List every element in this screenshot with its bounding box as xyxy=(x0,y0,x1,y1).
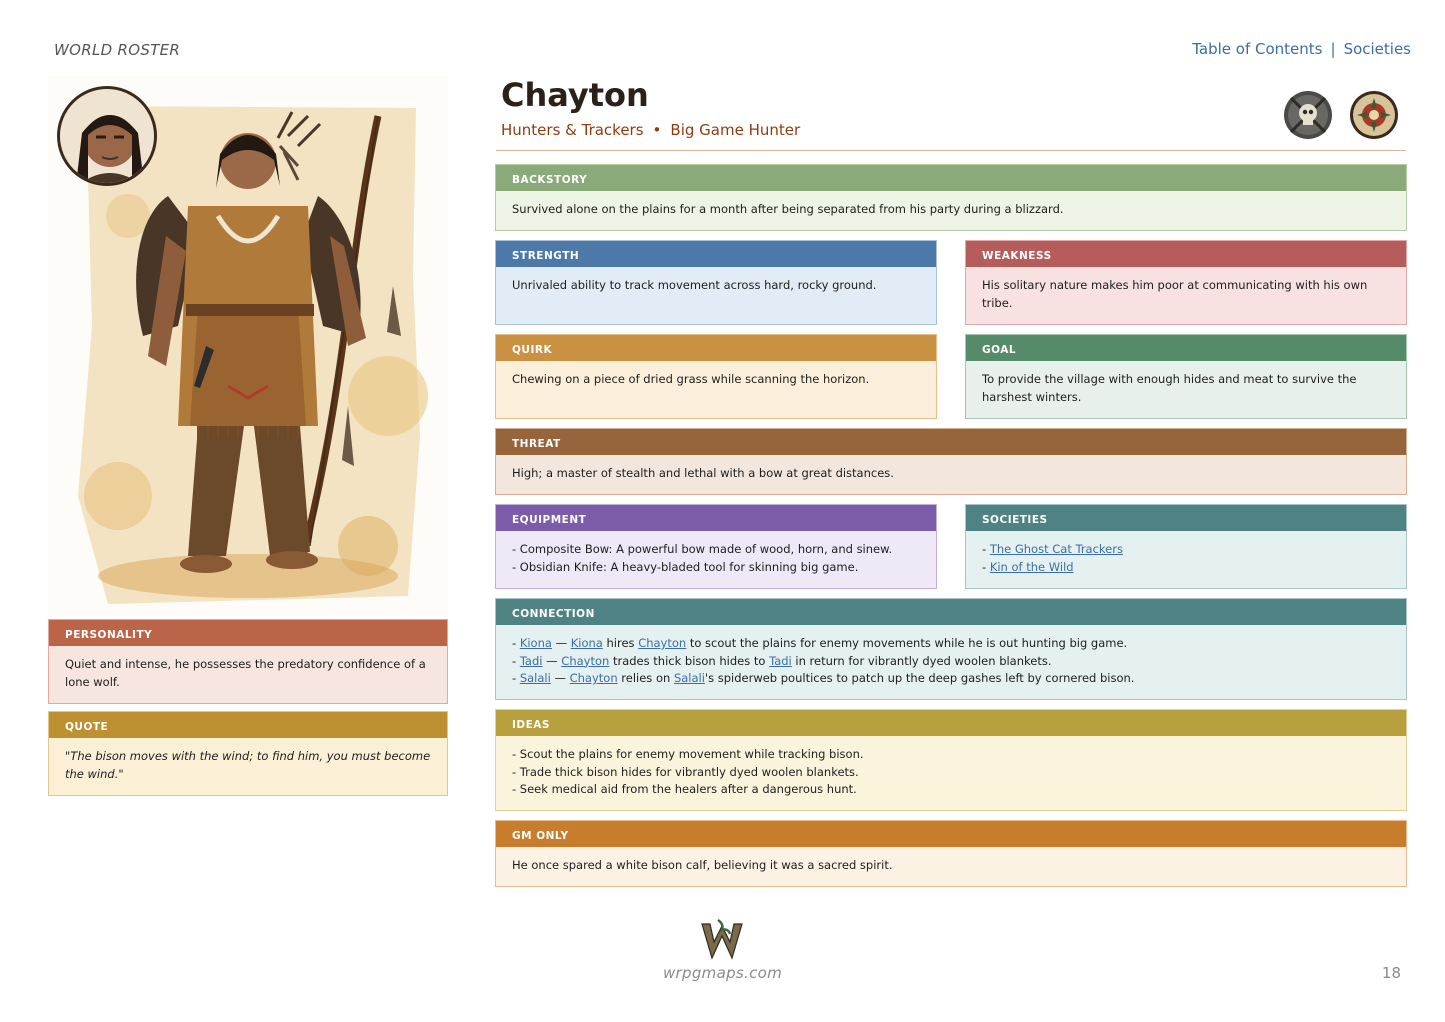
weakness-heading: WEAKNESS xyxy=(966,241,1406,267)
connection-row: - Tadi — Chayton trades thick bison hides to Tadi in return for vibrantly dyed woolen blankets. xyxy=(512,653,1052,668)
role-label: Big Game Hunter xyxy=(670,121,801,139)
society-list-item: - Kin of the Wild xyxy=(982,559,1074,574)
gm-only-heading: GM ONLY xyxy=(496,821,1406,847)
quirk-text: Chewing on a piece of dried grass while scanning the horizon. xyxy=(512,372,870,386)
weakness-card xyxy=(965,240,1407,325)
backstory-card xyxy=(495,164,1407,231)
backstory-text: Survived alone on the plains for a month after being separated from his party during a blizzard. xyxy=(512,202,1064,216)
society-list-item: - The Ghost Cat Trackers xyxy=(982,542,1123,556)
header-divider xyxy=(496,150,1406,151)
equipment-item: - Composite Bow: A powerful bow made of wood, horn, and sinew. xyxy=(512,542,893,556)
strength-text: Unrivaled ability to track movement across hard, rocky ground. xyxy=(512,278,877,292)
connection-link-tadi[interactable]: Tadi xyxy=(519,653,543,668)
tribal-crest-emblem-icon xyxy=(1349,90,1399,140)
character-subtitle xyxy=(501,121,800,139)
goal-card xyxy=(965,334,1407,419)
personality-text: Quiet and intense, he possesses the predatory confidence of a lone wolf. xyxy=(65,657,426,689)
nav-separator: | xyxy=(1330,40,1336,58)
strength-card xyxy=(495,240,937,325)
connection-card xyxy=(495,598,1407,700)
connection-heading: CONNECTION xyxy=(496,599,1406,625)
societies-card xyxy=(965,504,1407,589)
subtitle-bullet: • xyxy=(652,121,662,139)
gm-only-card xyxy=(495,820,1407,887)
quote-heading: QUOTE xyxy=(49,712,447,738)
idea-item: - Seek medical aid from the healers after a dangerous hunt. xyxy=(512,782,857,797)
skull-crossed-weapons-emblem-icon xyxy=(1283,90,1333,140)
society-link-ghost-cat-trackers[interactable]: The Ghost Cat Trackers xyxy=(989,542,1123,556)
backstory-heading: BACKSTORY xyxy=(496,165,1406,191)
ideas-heading: IDEAS xyxy=(496,710,1406,736)
equipment-item: - Obsidian Knife: A heavy-bladed tool for skinning big game. xyxy=(512,559,859,574)
running-title: WORLD ROSTER xyxy=(54,41,181,59)
quote-text: "The bison moves with the wind; to find him, you must become the wind." xyxy=(65,749,431,781)
personality-heading: PERSONALITY xyxy=(49,620,447,646)
site-url: wrpgmaps.com xyxy=(662,964,783,982)
connection-link-tadi[interactable]: Tadi xyxy=(769,653,792,668)
threat-heading: THREAT xyxy=(496,429,1406,455)
equipment-card xyxy=(495,504,937,589)
connection-link-chayton[interactable]: Chayton xyxy=(638,636,687,650)
threat-card xyxy=(495,428,1407,495)
connection-link-kiona[interactable]: Kiona xyxy=(570,636,603,650)
goal-text: To provide the village with enough hides and meat to survive the harshest winters. xyxy=(982,372,1357,404)
toc-link[interactable]: Table of Contents xyxy=(1192,40,1323,58)
weakness-text: His solitary nature makes him poor at communicating with his own tribe. xyxy=(982,278,1368,310)
personality-card xyxy=(48,619,448,704)
connection-link-chayton[interactable]: Chayton xyxy=(561,653,610,668)
societies-heading: SOCIETIES xyxy=(966,505,1406,531)
idea-item: - Trade thick bison hides for vibrantly dyed woolen blankets. xyxy=(512,764,859,779)
page-number: 18 xyxy=(1381,964,1401,982)
societies-link[interactable]: Societies xyxy=(1343,40,1411,58)
connection-link-salali[interactable]: Salali xyxy=(519,671,551,686)
quirk-card xyxy=(495,334,937,419)
goal-heading: GOAL xyxy=(966,335,1406,361)
idea-item: - Scout the plains for enemy movement while tracking bison. xyxy=(512,747,864,761)
strength-heading: STRENGTH xyxy=(496,241,936,267)
ideas-card xyxy=(495,709,1407,811)
connection-row: - Salali — Chayton relies on Salali's spiderweb poultices to patch up the deep gashes left by cornered bison. xyxy=(512,671,1135,686)
society-label: Hunters & Trackers xyxy=(501,121,644,139)
quote-card xyxy=(48,711,448,796)
site-logo-icon xyxy=(700,918,744,960)
society-link-kin-of-the-wild[interactable]: Kin of the Wild xyxy=(989,559,1074,574)
top-nav xyxy=(1192,40,1411,58)
connection-link-salali[interactable]: Salali xyxy=(673,671,705,686)
gm-only-text: He once spared a white bison calf, believing it was a sacred spirit. xyxy=(512,858,893,872)
equipment-heading: EQUIPMENT xyxy=(496,505,936,531)
threat-text: High; a master of stealth and lethal with a bow at great distances. xyxy=(512,466,894,480)
character-avatar xyxy=(57,86,157,186)
connection-row: - Kiona — Kiona hires Chayton to scout the plains for enemy movements while he is out hunting big game. xyxy=(512,636,1128,650)
character-name: Chayton xyxy=(501,76,649,114)
connection-link-chayton[interactable]: Chayton xyxy=(569,671,618,686)
quirk-heading: QUIRK xyxy=(496,335,936,361)
connection-link-kiona[interactable]: Kiona xyxy=(519,636,552,650)
